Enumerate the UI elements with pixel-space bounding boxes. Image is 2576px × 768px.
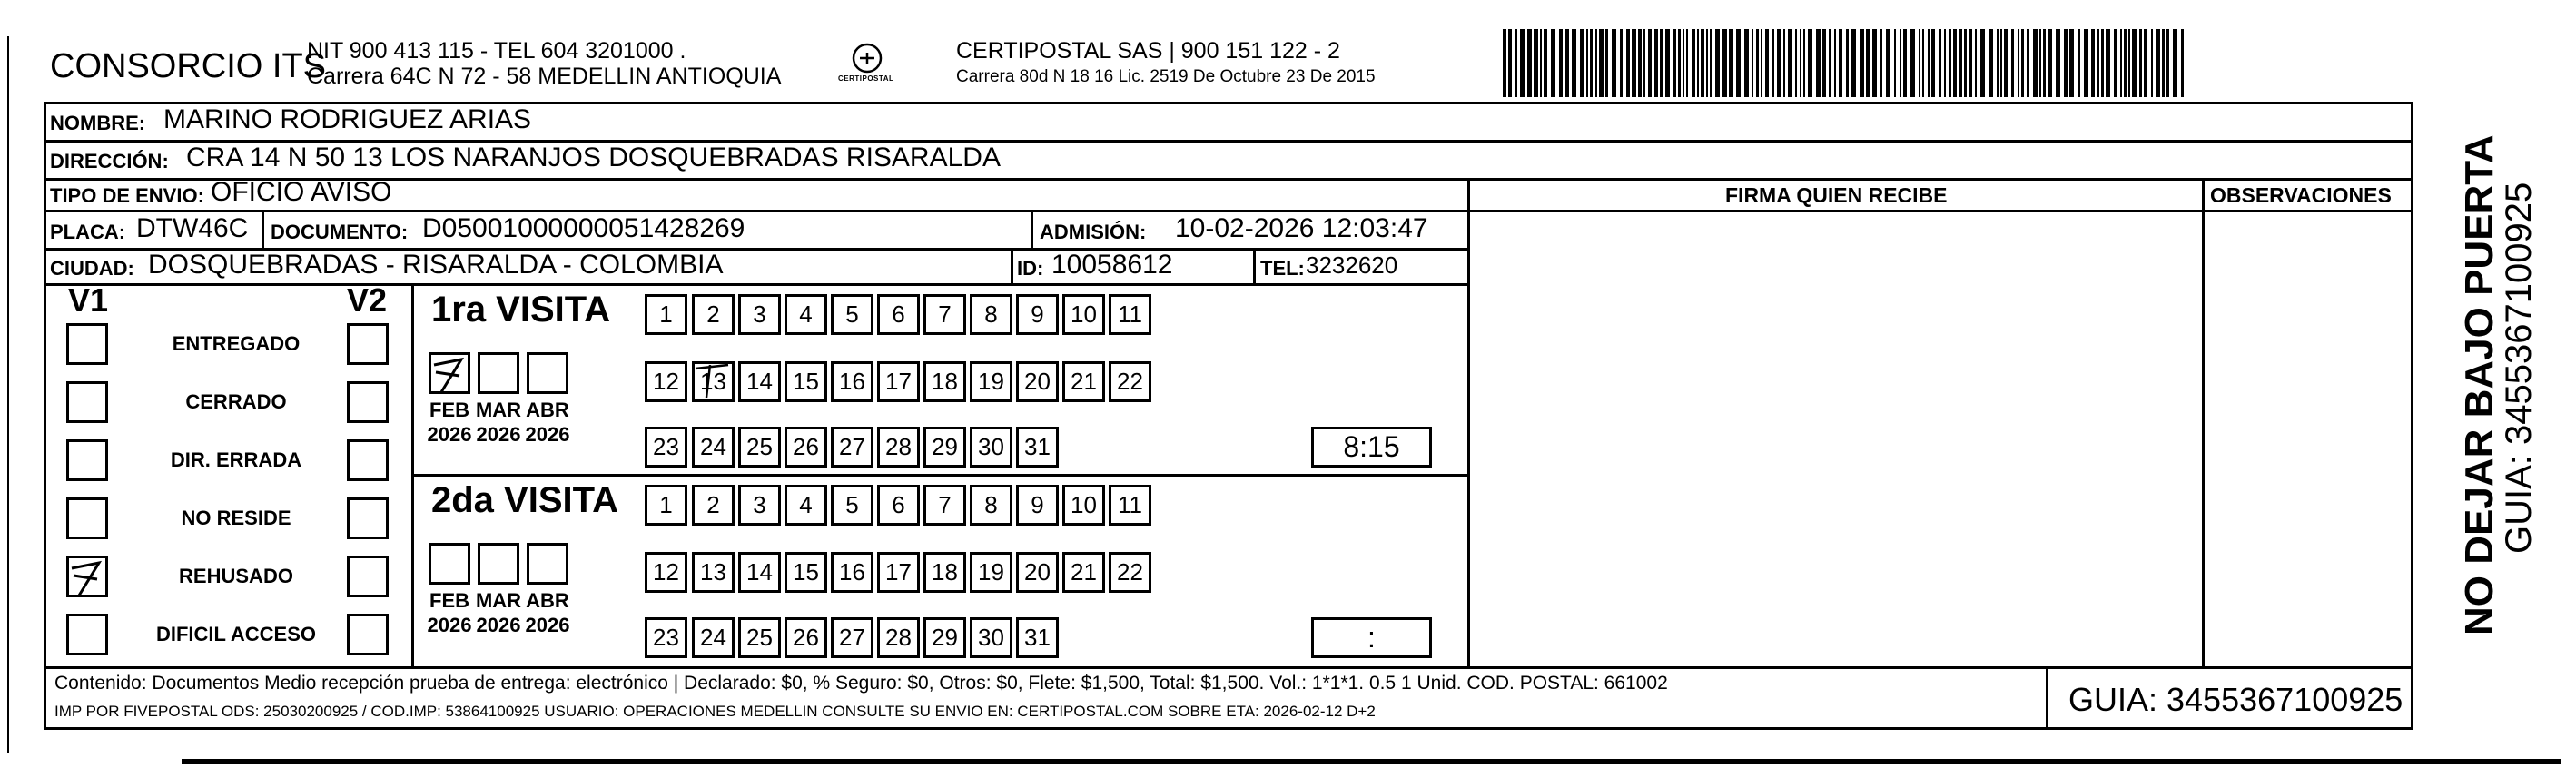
barcode-bar <box>1697 29 1699 97</box>
barcode-bar <box>1997 29 1999 97</box>
status-label: DIR. ERRADA <box>170 448 302 471</box>
admision-value: 10-02-2026 12:03:47 <box>1175 213 1428 243</box>
barcode-bar <box>1939 29 1941 97</box>
day-box: 31 <box>1016 617 1059 658</box>
imp-text: IMP POR FIVEPOSTAL ODS: 25030200925 / COD.IMP: 53864100925 USUARIO: OPERACIONES MEDELLIN CONSULTE SU ENVIO EN: CERTIPOSTAL.COM SOBRE ETA: 2026-02-12 D+2 <box>54 703 1376 720</box>
barcode-bar <box>2132 29 2137 97</box>
row-line <box>44 178 2413 181</box>
barcode-bar <box>1846 29 1849 97</box>
v2-checkbox <box>347 556 389 597</box>
barcode-bar <box>1894 29 1896 97</box>
day-box: 21 <box>1062 552 1105 593</box>
barcode-bar <box>2018 29 2019 97</box>
day-box: 22 <box>1109 361 1151 402</box>
contenido-text: Contenido: Documentos Medio recepción prueba de entrega: electrónico | Declarado: $0, % Seguro: $0, Otros: $0, Flete: $1,500, Total: $1,500. Vol.: 1*1*1. 0.5 1 Unid. COD. POSTAL: 661002 <box>54 673 1668 694</box>
barcode-bar <box>1736 29 1741 97</box>
barcode-bar <box>1520 29 1525 97</box>
barcode-bar <box>1783 29 1785 97</box>
ciudad-label: CIUDAD: <box>50 257 134 280</box>
day-box: 12 <box>645 361 687 402</box>
barcode-bar <box>1515 29 1517 97</box>
status-label: CERRADO <box>185 390 287 413</box>
day-box: 11 <box>1109 294 1151 335</box>
day-box: 9 <box>1016 294 1059 335</box>
day-box: 28 <box>877 617 920 658</box>
day-box: 15 <box>785 552 827 593</box>
barcode-bar <box>1880 29 1882 97</box>
admision-label: ADMISIÓN: <box>1040 221 1147 243</box>
barcode-bar <box>1949 29 1951 97</box>
barcode-bar <box>1508 29 1512 97</box>
v1-check-mark <box>66 556 108 597</box>
ciudad-value: DOSQUEBRADAS - RISARALDA - COLOMBIA <box>148 250 724 280</box>
col-line <box>2202 178 2205 668</box>
barcode-bar <box>2000 29 2002 97</box>
day-box: 19 <box>970 552 1012 593</box>
month-checkbox <box>527 352 568 394</box>
barcode-bar <box>1692 29 1695 97</box>
barcode-bar <box>1980 29 1985 97</box>
v2-checkbox <box>347 439 389 481</box>
barcode-bar <box>1643 29 1645 97</box>
day-box: 26 <box>785 427 827 468</box>
placa-label: PLACA: <box>50 221 126 243</box>
day-box: 24 <box>692 617 735 658</box>
barcode-bar <box>2021 29 2024 97</box>
visit-title: 2da VISITA <box>431 480 618 520</box>
barcode-bar <box>1944 29 1946 97</box>
status-label: NO RESIDE <box>181 507 291 529</box>
barcode-bar <box>2106 29 2110 97</box>
barcode-bar <box>1903 29 1907 97</box>
page-edge-bottom <box>182 759 2561 764</box>
barcode-bar <box>1686 29 1688 97</box>
footer-divider <box>2046 666 2048 730</box>
barcode-bar <box>2097 29 2099 97</box>
barcode-bar <box>1931 29 1935 97</box>
day-box: 23 <box>645 617 687 658</box>
status-label: REHUSADO <box>179 565 293 587</box>
month-label: FEB 2026 <box>427 399 472 446</box>
barcode-bar <box>2039 29 2041 97</box>
v1-checkbox <box>66 323 108 365</box>
cell-line <box>1031 210 1033 248</box>
barcode-bar <box>1772 29 1774 97</box>
day-box: 1 <box>645 485 687 526</box>
barcode-bar <box>1765 29 1769 97</box>
barcode-bar <box>1605 29 1608 97</box>
carrier-address: Carrera 80d N 18 16 Lic. 2519 De Octubre 23 De 2015 <box>956 67 1376 86</box>
day-box: 7 <box>923 294 966 335</box>
day-box: 13 <box>692 361 735 402</box>
status-label: DIFICIL ACCESO <box>155 623 316 645</box>
day-box: 29 <box>923 617 966 658</box>
month-checkbox <box>429 543 470 585</box>
tipo-envio-label: TIPO DE ENVIO: <box>50 184 204 207</box>
day-box: 16 <box>831 552 873 593</box>
carrier-info: CERTIPOSTAL SAS | 900 151 122 - 2 <box>956 38 1340 64</box>
barcode-bar <box>1795 29 1797 97</box>
v1-checkbox <box>66 614 108 655</box>
barcode-bar <box>1860 29 1864 97</box>
day-box: 25 <box>738 617 781 658</box>
barcode-bar <box>1503 29 1506 97</box>
barcode-bar <box>1803 29 1805 97</box>
barcode-bar <box>1665 29 1670 97</box>
barcode-bar <box>1872 29 1877 97</box>
barcode-bar <box>1586 29 1588 97</box>
firma-header: FIRMA QUIEN RECIBE <box>1725 183 1948 207</box>
day-box: 3 <box>738 485 781 526</box>
barcode-bar <box>1572 29 1576 97</box>
v1-checkbox <box>66 381 108 423</box>
direccion-value: CRA 14 N 50 13 LOS NARANJOS DOSQUEBRADAS RISARALDA <box>186 143 1001 172</box>
logo-text: CERTIPOSTAL <box>838 74 894 83</box>
cell-line <box>1011 248 1013 283</box>
barcode-bar <box>2120 29 2122 97</box>
barcode-bar <box>2139 29 2142 97</box>
barcode-bar <box>1701 29 1704 97</box>
col-header-line <box>1467 210 2413 212</box>
barcode-bar <box>2048 29 2052 97</box>
day-box: 19 <box>970 361 1012 402</box>
day-box: 28 <box>877 427 920 468</box>
month-checkbox <box>429 352 470 394</box>
tel-value: 3232620 <box>1306 251 1398 279</box>
month-label: FEB 2026 <box>427 589 472 636</box>
form-frame <box>44 102 2413 730</box>
month-label: MAR 2026 <box>475 399 522 446</box>
month-label: ABR 2026 <box>525 589 570 636</box>
barcode-bar <box>2064 29 2068 97</box>
time-box: 8:15 <box>1311 427 1432 468</box>
barcode-bar <box>1648 29 1652 97</box>
barcode-bar <box>1559 29 1563 97</box>
barcode-bar <box>1590 29 1593 97</box>
day-box: 11 <box>1109 485 1151 526</box>
barcode-bar <box>1612 29 1616 97</box>
day-box: 1 <box>645 294 687 335</box>
barcode-bar <box>1551 29 1555 97</box>
barcode-bar <box>2162 29 2165 97</box>
barcode-bar <box>1834 29 1836 97</box>
day-box: 8 <box>970 294 1012 335</box>
company-name: CONSORCIO ITS <box>50 47 327 85</box>
logo-icon <box>840 38 894 93</box>
day-box: 10 <box>1062 485 1105 526</box>
day-box: 22 <box>1109 552 1151 593</box>
day-box: 27 <box>831 427 873 468</box>
day-box: 3 <box>738 294 781 335</box>
barcode <box>1503 29 2184 97</box>
barcode-bar <box>1683 29 1684 97</box>
placa-value: DTW46C <box>136 213 249 243</box>
barcode-bar <box>2004 29 2008 97</box>
barcode-bar <box>1777 29 1781 97</box>
barcode-bar <box>1706 29 1708 97</box>
day-box: 12 <box>645 552 687 593</box>
barcode-bar <box>1752 29 1753 97</box>
row-line <box>44 283 1467 286</box>
barcode-bar <box>1900 29 1901 97</box>
barcode-bar <box>1953 29 1957 97</box>
nombre-label: NOMBRE: <box>50 112 146 134</box>
day-box: 6 <box>877 485 920 526</box>
barcode-bar <box>1808 29 1812 97</box>
barcode-bar <box>2144 29 2147 97</box>
day-box: 25 <box>738 427 781 468</box>
month-checkbox <box>527 543 568 585</box>
barcode-bar <box>1975 29 1977 97</box>
side-warning: NO DEJAR BAJO PUERTA <box>2457 134 2502 635</box>
barcode-bar <box>1715 29 1720 97</box>
day-box: 18 <box>923 361 966 402</box>
side-guia: GUIA: 3455367100925 <box>2499 182 2539 554</box>
status-label: ENTREGADO <box>172 332 301 355</box>
barcode-bar <box>1540 29 1542 97</box>
day-box: 14 <box>738 361 781 402</box>
barcode-bar <box>1534 29 1538 97</box>
day-box: 16 <box>831 361 873 402</box>
day-box: 2 <box>692 485 735 526</box>
day-box: 10 <box>1062 294 1105 335</box>
tel-label: TEL: <box>1260 257 1305 280</box>
day-box: 30 <box>970 617 1012 658</box>
barcode-bar <box>1729 29 1733 97</box>
day-box: 23 <box>645 427 687 468</box>
id-value: 10058612 <box>1051 250 1173 280</box>
day-box: 2 <box>692 294 735 335</box>
v1-checkbox <box>66 556 108 597</box>
barcode-bar <box>2027 29 2029 97</box>
barcode-bar <box>2043 29 2046 97</box>
barcode-bar <box>2128 29 2130 97</box>
cell-line <box>1253 248 1256 283</box>
v2-label: V2 <box>347 281 388 319</box>
day-box: 17 <box>877 361 920 402</box>
barcode-bar <box>2033 29 2038 97</box>
day-box: 20 <box>1016 552 1059 593</box>
v1-checkbox <box>66 497 108 539</box>
barcode-bar <box>1595 29 1597 97</box>
barcode-bar <box>2173 29 2177 97</box>
barcode-bar <box>2151 29 2153 97</box>
barcode-bar <box>1673 29 1676 97</box>
nombre-value: MARINO RODRIGUEZ ARIAS <box>163 104 532 134</box>
day-box: 4 <box>785 294 827 335</box>
barcode-bar <box>1756 29 1759 97</box>
day-box: 18 <box>923 552 966 593</box>
barcode-bar <box>2156 29 2160 97</box>
month-label: ABR 2026 <box>525 399 570 446</box>
barcode-bar <box>1599 29 1604 97</box>
barcode-bar <box>2084 29 2088 97</box>
barcode-bar <box>2011 29 2014 97</box>
v1-checkbox <box>66 439 108 481</box>
day-mark <box>692 361 734 401</box>
visit-title: 1ra VISITA <box>431 290 611 330</box>
barcode-bar <box>1886 29 1890 97</box>
v1-label: V1 <box>68 281 109 319</box>
day-box: 27 <box>831 617 873 658</box>
barcode-bar <box>2078 29 2080 97</box>
month-checkbox <box>478 543 519 585</box>
barcode-bar <box>1919 29 1920 97</box>
barcode-bar <box>1922 29 1924 97</box>
day-box: 15 <box>785 361 827 402</box>
month-check-mark <box>429 352 470 394</box>
barcode-bar <box>1580 29 1584 97</box>
barcode-bar <box>1851 29 1856 97</box>
day-box: 14 <box>738 552 781 593</box>
barcode-bar <box>1928 29 1930 97</box>
barcode-bar <box>1678 29 1681 97</box>
barcode-bar <box>2069 29 2074 97</box>
company-address: Carrera 64C N 72 - 58 MEDELLIN ANTIOQUIA <box>307 64 782 89</box>
visit-divider <box>411 474 1467 477</box>
day-box: 30 <box>970 427 1012 468</box>
day-box: 5 <box>831 294 873 335</box>
day-box: 7 <box>923 485 966 526</box>
barcode-bar <box>1744 29 1749 97</box>
v2-checkbox <box>347 497 389 539</box>
barcode-bar <box>1964 29 1967 97</box>
day-box: 4 <box>785 485 827 526</box>
page-edge-left <box>7 36 9 753</box>
barcode-bar <box>1969 29 1972 97</box>
observaciones-header: OBSERVACIONES <box>2210 183 2392 207</box>
cell-line <box>262 210 264 248</box>
day-box: 31 <box>1016 427 1059 468</box>
barcode-bar <box>1788 29 1792 97</box>
v2-checkbox <box>347 614 389 655</box>
barcode-bar <box>1839 29 1842 97</box>
barcode-bar <box>1822 29 1826 97</box>
day-box: 5 <box>831 485 873 526</box>
barcode-bar <box>1910 29 1915 97</box>
barcode-bar <box>2056 29 2060 97</box>
row-line <box>44 666 2413 669</box>
id-label: ID: <box>1017 257 1044 280</box>
documento-label: DOCUMENTO: <box>271 221 409 243</box>
barcode-bar <box>1527 29 1532 97</box>
barcode-bar <box>2114 29 2117 97</box>
day-box: 6 <box>877 294 920 335</box>
barcode-bar <box>1638 29 1642 97</box>
barcode-bar <box>1829 29 1831 97</box>
barcode-bar <box>1632 29 1636 97</box>
time-box: : <box>1311 617 1432 658</box>
day-box: 24 <box>692 427 735 468</box>
certipostal-logo <box>840 38 894 93</box>
barcode-bar <box>2181 29 2184 97</box>
barcode-bar <box>1866 29 1870 97</box>
day-box: 13 <box>692 552 735 593</box>
barcode-bar <box>1710 29 1712 97</box>
direccion-label: DIRECCIÓN: <box>50 150 169 172</box>
day-box: 8 <box>970 485 1012 526</box>
barcode-bar <box>1989 29 1993 97</box>
day-box: 29 <box>923 427 966 468</box>
col-line <box>1467 178 1470 668</box>
company-nit: NIT 900 413 115 - TEL 604 3201000 . <box>307 38 686 64</box>
barcode-bar <box>1544 29 1547 97</box>
day-box: 20 <box>1016 361 1059 402</box>
day-box: 9 <box>1016 485 1059 526</box>
month-label: MAR 2026 <box>475 589 522 636</box>
documento-value: D05001000000051428269 <box>422 213 745 243</box>
barcode-bar <box>1660 29 1663 97</box>
day-box: 26 <box>785 617 827 658</box>
barcode-bar <box>1761 29 1762 97</box>
barcode-bar <box>1626 29 1630 97</box>
footer-guia: GUIA: 3455367100925 <box>2068 681 2403 718</box>
barcode-bar <box>1565 29 1569 97</box>
barcode-bar <box>1654 29 1658 97</box>
day-box: 21 <box>1062 361 1105 402</box>
v2-checkbox <box>347 323 389 365</box>
barcode-bar <box>1722 29 1727 97</box>
barcode-bar <box>2101 29 2104 97</box>
tipo-envio-value: OFICIO AVISO <box>211 177 392 207</box>
barcode-bar <box>2124 29 2127 97</box>
barcode-bar <box>2166 29 2169 97</box>
barcode-bar <box>1959 29 1962 97</box>
barcode-bar <box>1620 29 1623 97</box>
v2-checkbox <box>347 381 389 423</box>
barcode-bar <box>2091 29 2095 97</box>
day-box: 17 <box>877 552 920 593</box>
barcode-bar <box>1800 29 1801 97</box>
month-checkbox <box>478 352 519 394</box>
barcode-bar <box>1816 29 1821 97</box>
